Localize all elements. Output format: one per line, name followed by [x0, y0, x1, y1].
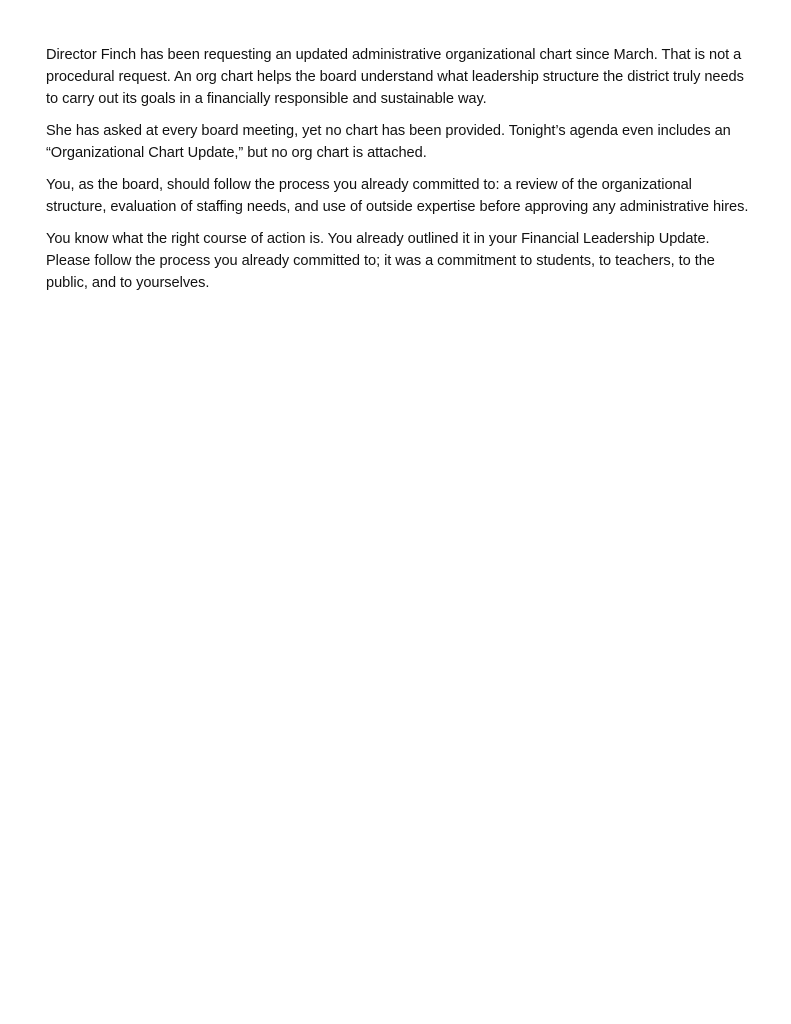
paragraph-no-chart-provided: She has asked at every board meeting, yet no chart has been provided. Tonight’s agenda even includes an “Organizational Chart Update,” but no org chart is attached.: [46, 123, 731, 161]
paragraph-commitment: You know what the right course of action is. You already outlined it in your Financial Leadership Update. Please follow the process you already committed to; it was a commitment to students, to teachers, to the public, and to yourselves.: [46, 231, 715, 291]
paragraph-org-chart-request: Director Finch has been requesting an updated administrative organizational chart since March. That is not a procedural request. An org chart helps the board understand what leadership structure the district truly needs to carry out its goals in a financially responsible and sustainable way.: [46, 47, 744, 107]
paragraph-follow-process: You, as the board, should follow the process you already committed to: a review of the organizational structure, evaluation of staffing needs, and use of outside expertise before approving any administrative hires.: [46, 177, 749, 215]
document-body: [46, 44, 752, 304]
